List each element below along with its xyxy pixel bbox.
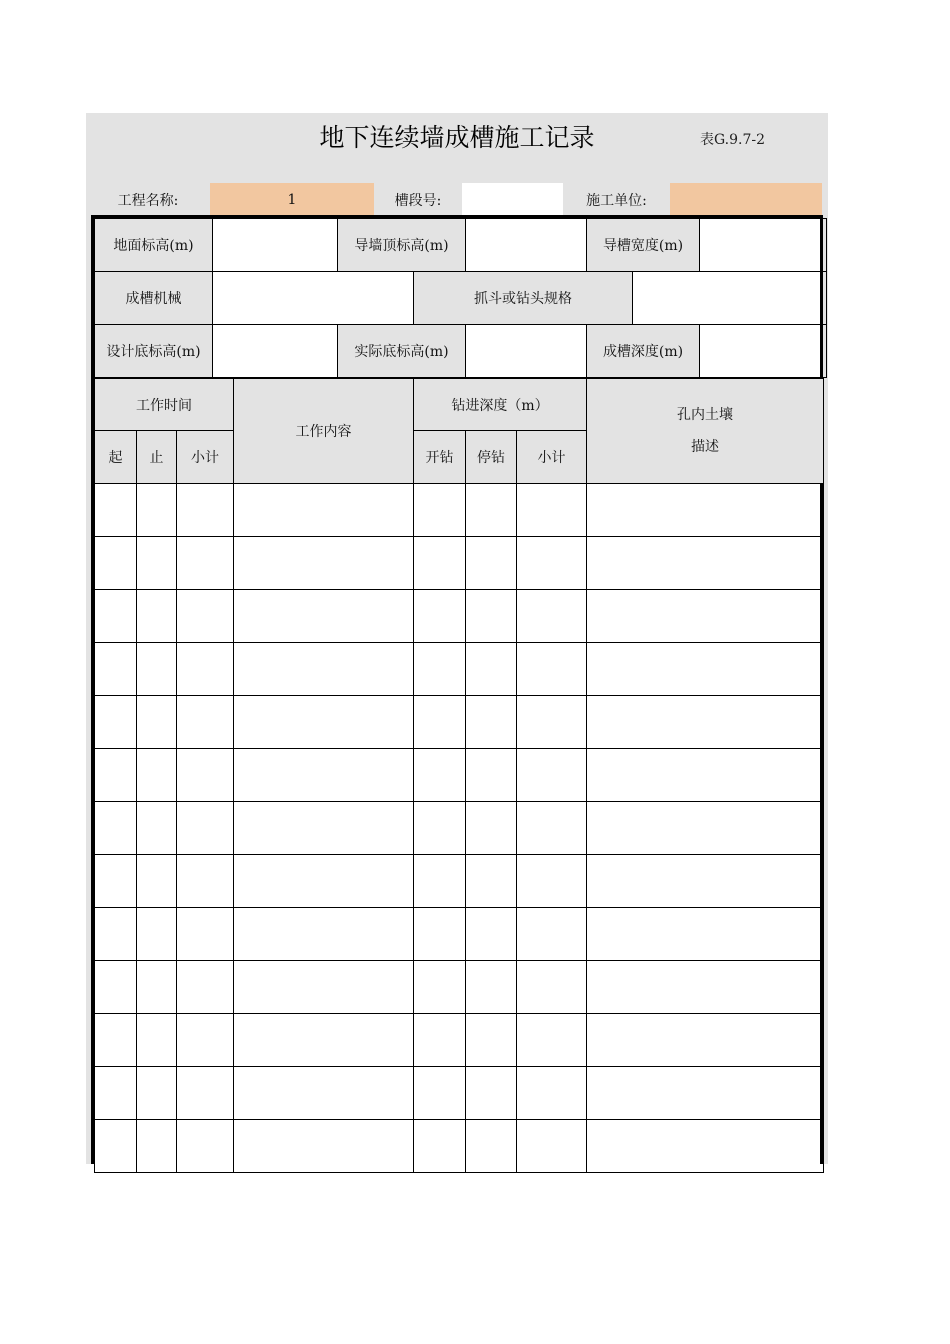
table-row [95, 855, 824, 908]
start-time-cell[interactable] [95, 1067, 137, 1120]
drill-subtotal-cell[interactable] [517, 484, 587, 537]
drill-stop-cell[interactable] [466, 749, 517, 802]
title-block [86, 113, 828, 183]
time-subtotal-cell[interactable] [177, 961, 234, 1014]
soil-desc-cell[interactable] [587, 855, 824, 908]
project-name-label: 工程名称: [117, 192, 179, 209]
drill-subtotal-cell[interactable] [517, 1014, 587, 1067]
table-row [95, 484, 824, 537]
drill-subtotal-cell[interactable] [517, 696, 587, 749]
drill-stop-cell[interactable] [466, 855, 517, 908]
stop-time-cell[interactable] [137, 908, 177, 961]
work-content-cell[interactable] [234, 643, 414, 696]
time-subtotal-cell[interactable] [177, 484, 234, 537]
param-row-2 [95, 272, 827, 325]
time-subtotal-header: 小计 [177, 431, 234, 484]
drill-subtotal-header: 小计 [517, 431, 587, 484]
header-row-1 [95, 379, 824, 431]
ground-elev-input[interactable] [213, 219, 338, 272]
start-time-cell[interactable] [95, 855, 137, 908]
start-time-cell[interactable] [95, 1120, 137, 1173]
segment-no-field[interactable] [462, 183, 563, 216]
work-content-cell[interactable] [234, 1067, 414, 1120]
actual-bottom-input[interactable] [466, 325, 587, 378]
guide-wall-top-input[interactable] [466, 219, 587, 272]
param-row-1 [95, 219, 827, 272]
soil-desc-cell[interactable] [587, 590, 824, 643]
start-time-cell[interactable] [95, 484, 137, 537]
table-row [95, 643, 824, 696]
time-subtotal-cell[interactable] [177, 696, 234, 749]
contractor-label: 施工单位: [586, 192, 647, 209]
time-subtotal-cell[interactable] [177, 537, 234, 590]
stop-time-cell[interactable] [137, 1014, 177, 1067]
drill-depth-header: 钻进深度（m） [414, 379, 587, 431]
soil-desc-cell[interactable] [587, 1120, 824, 1173]
drill-start-cell[interactable] [414, 696, 466, 749]
trench-depth-input[interactable] [700, 325, 827, 378]
table-row [95, 1067, 824, 1120]
info-row [86, 183, 828, 216]
drill-start-cell[interactable] [414, 590, 466, 643]
drill-stop-cell[interactable] [466, 961, 517, 1014]
start-time-cell[interactable] [95, 961, 137, 1014]
drill-subtotal-cell[interactable] [517, 537, 587, 590]
work-content-cell[interactable] [234, 537, 414, 590]
start-time-cell[interactable] [95, 590, 137, 643]
guide-wall-top-label: 导墙顶标高(m) [338, 219, 466, 272]
soil-desc-cell[interactable] [587, 908, 824, 961]
soil-desc-cell[interactable] [587, 696, 824, 749]
drill-stop-cell[interactable] [466, 1014, 517, 1067]
drill-stop-cell[interactable] [466, 590, 517, 643]
stop-time-cell[interactable] [137, 1120, 177, 1173]
page-title: 地下连续墙成槽施工记录 [319, 123, 595, 152]
segment-no-label: 槽段号: [394, 192, 442, 209]
soil-desc-cell[interactable] [587, 749, 824, 802]
design-bottom-input[interactable] [213, 325, 338, 378]
time-subtotal-cell[interactable] [177, 590, 234, 643]
table-row [95, 802, 824, 855]
guide-trench-width-label: 导槽宽度(m) [587, 219, 700, 272]
work-time-header: 工作时间 [95, 379, 234, 431]
soil-desc-cell[interactable] [587, 1014, 824, 1067]
drill-stop-header: 停钻 [466, 431, 517, 484]
drill-start-cell[interactable] [414, 855, 466, 908]
time-subtotal-cell[interactable] [177, 1014, 234, 1067]
drill-stop-cell[interactable] [466, 1067, 517, 1120]
form-code: 表G.9.7-2 [700, 132, 766, 148]
drill-subtotal-cell[interactable] [517, 855, 587, 908]
soil-desc-cell[interactable] [587, 961, 824, 1014]
table-row [95, 1120, 824, 1173]
drill-subtotal-cell[interactable] [517, 1120, 587, 1173]
guide-trench-width-input[interactable] [700, 219, 827, 272]
work-content-cell[interactable] [234, 1120, 414, 1173]
drill-stop-cell[interactable] [466, 802, 517, 855]
drill-start-cell[interactable] [414, 537, 466, 590]
grab-spec-input[interactable] [633, 272, 827, 325]
work-content-cell[interactable] [234, 908, 414, 961]
stop-time-cell[interactable] [137, 643, 177, 696]
table-row [95, 696, 824, 749]
work-content-cell[interactable] [234, 749, 414, 802]
drill-subtotal-cell[interactable] [517, 908, 587, 961]
work-content-cell[interactable] [234, 590, 414, 643]
drill-stop-cell[interactable] [466, 484, 517, 537]
drill-subtotal-cell[interactable] [517, 590, 587, 643]
time-subtotal-cell[interactable] [177, 1120, 234, 1173]
table-row [95, 749, 824, 802]
record-table [91, 215, 823, 1164]
drill-start-cell[interactable] [414, 1120, 466, 1173]
drill-start-cell[interactable] [414, 908, 466, 961]
time-subtotal-cell[interactable] [177, 1067, 234, 1120]
soil-desc-cell[interactable] [587, 1067, 824, 1120]
drill-subtotal-cell[interactable] [517, 802, 587, 855]
drill-stop-cell[interactable] [466, 643, 517, 696]
project-name-field[interactable]: 1 [210, 183, 374, 216]
drill-subtotal-cell[interactable] [517, 961, 587, 1014]
ground-elev-label: 地面标高(m) [95, 219, 213, 272]
log-body [95, 484, 824, 1173]
table-row [95, 1014, 824, 1067]
soil-desc-cell[interactable] [587, 537, 824, 590]
drill-subtotal-cell[interactable] [517, 1067, 587, 1120]
stop-time-cell[interactable] [137, 484, 177, 537]
drill-start-cell[interactable] [414, 1014, 466, 1067]
work-content-cell[interactable] [234, 1014, 414, 1067]
param-row-3 [95, 325, 827, 378]
drill-start-cell[interactable] [414, 643, 466, 696]
drill-start-cell[interactable] [414, 1067, 466, 1120]
trench-depth-label: 成槽深度(m) [587, 325, 700, 378]
start-time-cell[interactable] [95, 802, 137, 855]
table-row [95, 537, 824, 590]
start-time-cell[interactable] [95, 749, 137, 802]
machine-input[interactable] [213, 272, 414, 325]
soil-desc-cell[interactable] [587, 802, 824, 855]
stop-time-cell[interactable] [137, 802, 177, 855]
start-time-cell[interactable] [95, 908, 137, 961]
drill-start-cell[interactable] [414, 802, 466, 855]
stop-time-cell[interactable] [137, 590, 177, 643]
drill-start-cell[interactable] [414, 961, 466, 1014]
stop-time-cell[interactable] [137, 855, 177, 908]
stop-time-cell[interactable] [137, 537, 177, 590]
drill-start-cell[interactable] [414, 484, 466, 537]
time-subtotal-cell[interactable] [177, 908, 234, 961]
contractor-field[interactable] [670, 183, 822, 216]
machine-label: 成槽机械 [95, 272, 213, 325]
time-subtotal-cell[interactable] [177, 643, 234, 696]
soil-desc-header [587, 379, 824, 484]
record-grid [94, 218, 827, 378]
design-bottom-label: 设计底标高(m) [95, 325, 213, 378]
work-content-cell[interactable] [234, 961, 414, 1014]
time-subtotal-cell[interactable] [177, 802, 234, 855]
stop-time-cell[interactable] [137, 749, 177, 802]
work-content-cell[interactable] [234, 484, 414, 537]
start-time-cell[interactable] [95, 1014, 137, 1067]
start-time-cell[interactable] [95, 696, 137, 749]
stop-time-cell[interactable] [137, 1067, 177, 1120]
time-subtotal-cell[interactable] [177, 749, 234, 802]
drill-start-cell[interactable] [414, 749, 466, 802]
drill-start-header: 开钻 [414, 431, 466, 484]
stop-time-header: 止 [137, 431, 177, 484]
drill-stop-cell[interactable] [466, 537, 517, 590]
drill-subtotal-cell[interactable] [517, 643, 587, 696]
table-row [95, 961, 824, 1014]
soil-desc-cell[interactable] [587, 643, 824, 696]
drill-stop-cell[interactable] [466, 1120, 517, 1173]
drill-stop-cell[interactable] [466, 908, 517, 961]
log-grid [94, 378, 824, 1173]
start-time-cell[interactable] [95, 537, 137, 590]
drill-subtotal-cell[interactable] [517, 749, 587, 802]
start-time-cell[interactable] [95, 643, 137, 696]
drill-stop-cell[interactable] [466, 696, 517, 749]
stop-time-cell[interactable] [137, 961, 177, 1014]
actual-bottom-label: 实际底标高(m) [338, 325, 466, 378]
soil-desc-line2: 描述 [691, 439, 720, 455]
stop-time-cell[interactable] [137, 696, 177, 749]
work-content-cell[interactable] [234, 802, 414, 855]
grab-spec-label: 抓斗或钻头规格 [414, 272, 633, 325]
table-row [95, 908, 824, 961]
start-time-header: 起 [95, 431, 137, 484]
work-content-cell[interactable] [234, 855, 414, 908]
table-row [95, 590, 824, 643]
work-content-cell[interactable] [234, 696, 414, 749]
time-subtotal-cell[interactable] [177, 855, 234, 908]
soil-desc-cell[interactable] [587, 484, 824, 537]
soil-desc-line1: 孔内土壤 [677, 407, 734, 423]
work-content-header: 工作内容 [234, 379, 414, 484]
